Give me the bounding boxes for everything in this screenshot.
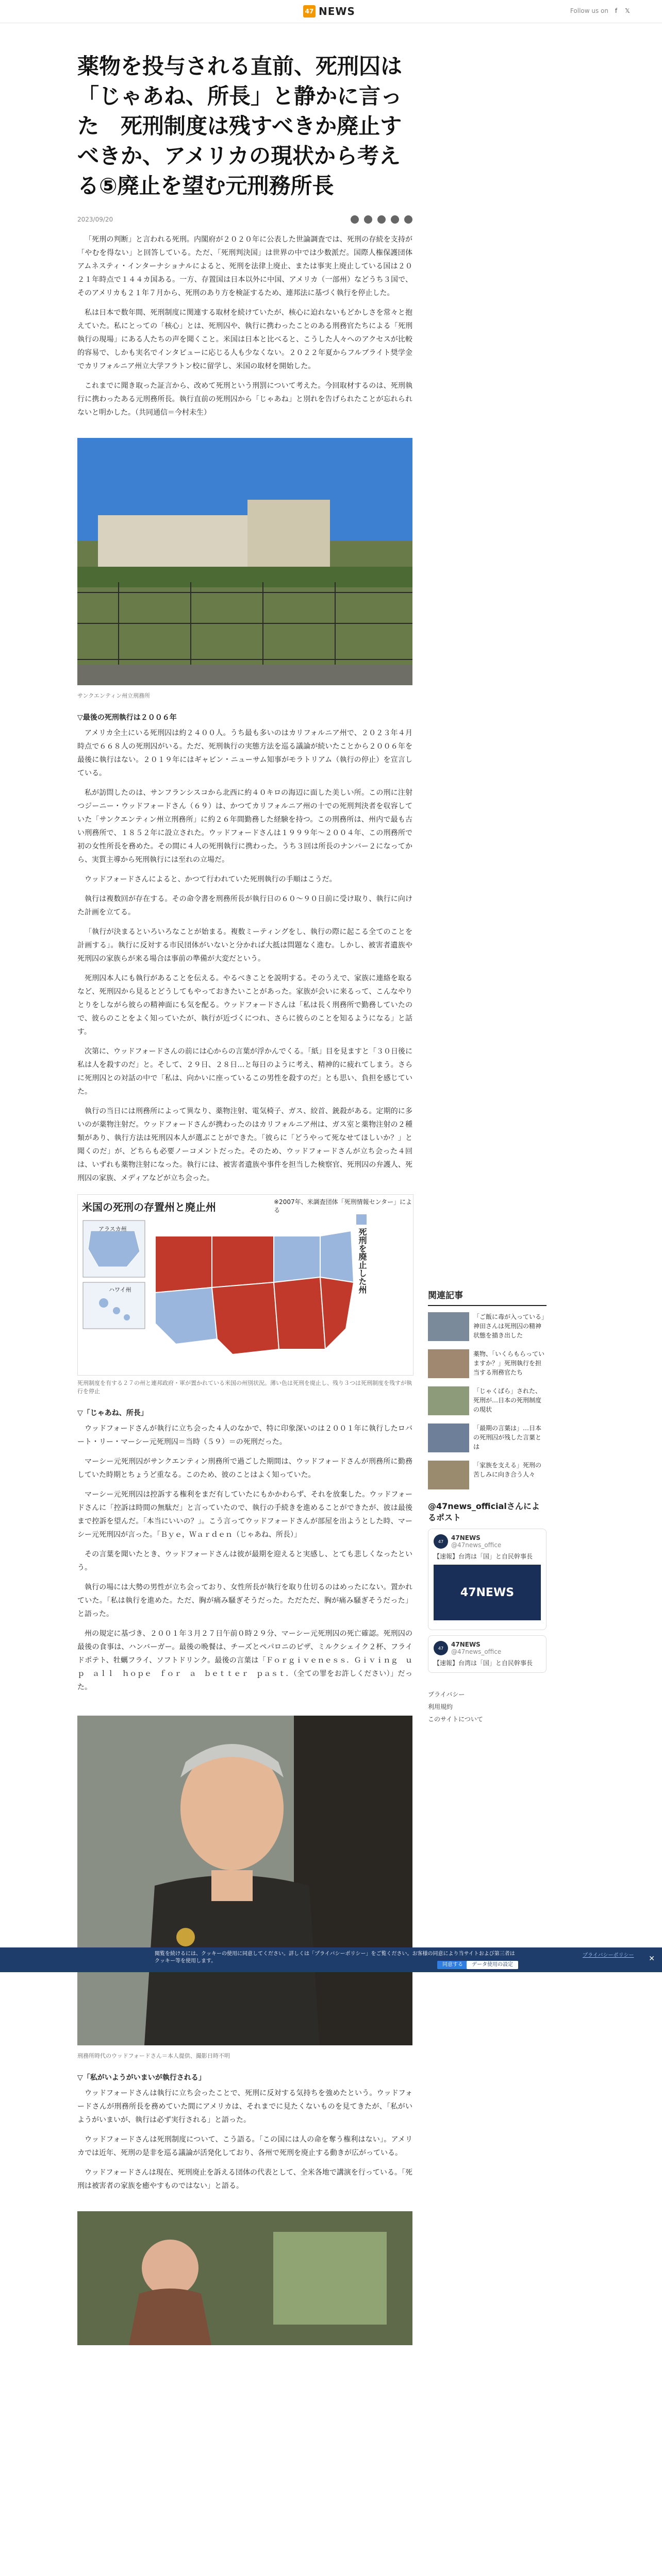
related-item[interactable] bbox=[428, 1349, 547, 1378]
subhead-3: ▽「私がいようがいまいが執行される」 bbox=[77, 2074, 206, 2082]
footer-link[interactable]: プライバシー bbox=[428, 1691, 465, 1698]
related-item[interactable] bbox=[428, 1423, 547, 1452]
link-copy-icon[interactable] bbox=[404, 215, 412, 224]
sidebar bbox=[428, 1288, 547, 1725]
cookie-agree-button[interactable]: 同意する bbox=[437, 1961, 468, 1969]
subhead-2: ▽「じゃあね、所長」 bbox=[77, 1409, 148, 1417]
map-caption: 死刑制度を有する２７の州と連邦政府・軍が置かれている米国の州別状況。薄い色は死刑を廃止し、残り３つは死刑制度を残すが執行を停止 bbox=[77, 1380, 412, 1395]
tweet-image: 47NEWS bbox=[434, 1565, 541, 1620]
related-thumbnail bbox=[428, 1312, 469, 1341]
logo-text: NEWS bbox=[319, 5, 355, 18]
tweet-account: 47NEWS bbox=[451, 1534, 481, 1541]
paragraph: ウッドフォードさんが執行に立ち会った４人のなかで、特に印象深いのは２００１年に執行したロバート・リー・マーシー元死刑囚＝当時（５９）＝の死刑だった。 bbox=[77, 1425, 412, 1446]
subhead-1: ▽最後の死刑執行は２００６年 bbox=[77, 714, 177, 722]
bottom-photo bbox=[77, 2211, 412, 2345]
top-bar bbox=[0, 0, 662, 23]
paragraph: ウッドフォードさんは死刑制度について、こう語る。「この国には人の命を奪う権利はない」。アメリカでは近年、死刑の是非を巡る議論が活発化しており、各州で死刑を廃止する動きが広がっている。 bbox=[77, 2136, 412, 2157]
cookie-banner bbox=[0, 1947, 662, 1972]
tweet-text-1: 【速報】台湾は「国」と自民幹事長 bbox=[434, 1553, 533, 1560]
paragraph: ウッドフォードさんは現在、死刑廃止を訴える団体の代表として、全米各地で講演を行っている。「死刑は被害者の家族を癒やすものではない」と語る。 bbox=[77, 2168, 412, 2190]
paragraph: 次第に、ウッドフォードさんの前には心からの言葉が浮かんでくる。「紙」目を見ますと「３０日後に私は人を殺すのだ」と。そして、２９日、２８日…と毎日のように考え、精神的に疲れてしまう。さらに死刑囚との対話の中で「私は、向かいに座っているこの男性を殺すのだ」とも思い、負担を感じていた。 bbox=[77, 1047, 412, 1096]
article-body-1 bbox=[77, 233, 412, 419]
hawaii-label: ハワイ州 bbox=[109, 1286, 131, 1293]
map-legend bbox=[356, 1214, 408, 1333]
related-thumbnail bbox=[428, 1386, 469, 1415]
twitter-heading: @47news_officialさんによるポスト bbox=[428, 1501, 540, 1522]
related-list bbox=[428, 1312, 547, 1489]
paragraph: マーシー元死刑囚は控訴する権利をまだ有していたにもかかわらず、それを放棄した。ウッドフォードさんに「控訴は時間の無駄だ」と言っていたので、執行の手続きを進めることができたが、彼は最後まで控訴を望んだ。「本当にいいの？」。こう言ってウッドフォードさんが部屋を出ようとした時、マーシー元死刑囚が言った。「Ｂｙｅ，Ｗａｒｄｅｎ（じゃあね、所長）」 bbox=[77, 1490, 412, 1539]
paragraph: これまでに聞き取った証言から、改めて死刑という刑罰について考えた。今回取材するのは、死刑執行に携わったある元刑務所長。執行直前の死刑囚から「じゃあね」と別れを告げられたことが忘れられないと明かした。（共同通信＝今村未生） bbox=[77, 382, 412, 417]
share-bar bbox=[351, 215, 412, 224]
footer-link[interactable]: 利用規約 bbox=[428, 1703, 453, 1710]
article bbox=[77, 52, 412, 2351]
footer-link[interactable]: このサイトについて bbox=[428, 1716, 483, 1723]
tweet-handle: @47news_office bbox=[451, 1541, 502, 1549]
paragraph: ウッドフォードさんは執行に立ち会ったことで、死刑に反対する気持ちを強めたという。ウッドフォードさんが刑務所長を務めていた間にアメリカは、それまでに見たくないものを見てきたが、「私がいようがいまいが、執行は必ず実行される」と語った。 bbox=[77, 2089, 412, 2124]
paragraph: アメリカ全土にいる死刑囚は約２４００人。うち最も多いのはカリフォルニア州で、２０２３年４月時点で６６８人の死刑囚がいる。ただ、死刑執行の実態方法を巡る議論が続いたことから２００６年を最後に執行はない。２０１９年にはギャビン・ニューサム知事がモラトリアム（執行の停止）を宣言している。 bbox=[77, 729, 412, 777]
prison-photo bbox=[77, 438, 412, 685]
related-title: 「じゃくばら」された、死刑が…日本の死刑制度の現状 bbox=[473, 1387, 542, 1413]
x-icon[interactable]: 𝕏 bbox=[625, 7, 630, 14]
logo-badge: 47 bbox=[303, 5, 316, 18]
follow-label: Follow us on bbox=[570, 7, 608, 14]
article-body-3 bbox=[77, 1422, 412, 1694]
facebook-icon[interactable]: f bbox=[615, 7, 618, 14]
avatar: 47 bbox=[434, 1534, 448, 1549]
tweet-account: 47NEWS bbox=[451, 1641, 481, 1648]
related-item[interactable] bbox=[428, 1312, 547, 1341]
legend-label: 死刑を廃止した州 bbox=[357, 1228, 367, 1294]
paragraph: マーシー元死刑囚がサンクエンティン刑務所で過ごした期間は、ウッドフォードさんが刑務所に勤務していた時期とちょうど重なる。このため、彼のことはよく知っていた。 bbox=[77, 1458, 412, 1479]
paragraph: 私は日本で数年間、死刑制度に関連する取材を続けていたが、核心に迫れないもどかしさを常々と抱えていた。私にとっての「核心」とは、死刑囚や、執行に携わったことのある刑務官たちによる「死刑執行の現場」にある人たちの声を聞くこと。米国は日本と比べると、こうした人々へのアクセスが比較的容易で、しかも実名でインタビューに応じる人も少なくない。２０２２年夏からフルブライト奨学金でカリフォルニア州立大学フラトン校に留学し、米国の取材を開始した。 bbox=[77, 309, 412, 370]
tweet-card-1[interactable] bbox=[428, 1529, 547, 1630]
article-title: 薬物を投与される直前、死刑囚は「じゃあね、所長」と静かに言った 死刑制度は残すべきか廃止すべきか、アメリカの現状から考える⑤廃止を望む元刑務所長 bbox=[77, 54, 403, 198]
hatena-share-icon[interactable] bbox=[391, 215, 399, 224]
paragraph: 私が訪問したのは、サンフランシスコから北西に約４０キロの海辺に面した美しい所。この刑に注射つジーニー・ウッドフォードさん（６９）は、かつてカリフォルニア州の十での死刑判決者を収容していた「サンクエンティン州立刑務所」に約２６年間勤務した経験を持つ。この刑務所は、州内で最も古い刑務所で、１８５２年に設立された。ウッドフォードさんは１９９９年～２００４年、この刑務所で初の女性所長を務めた。その間に４人の死刑執行に携わった。うち３回は所長のナンバー２になってから、実質主導から死刑執行には至れの立場だ。 bbox=[77, 789, 412, 864]
close-icon[interactable]: ✕ bbox=[649, 1955, 655, 1963]
privacy-policy-link[interactable]: プライバシーポリシー bbox=[583, 1953, 634, 1958]
related-title: 薬物、「いくらもらっていますか？」死刑執行を担当する刑務官たち bbox=[473, 1350, 545, 1376]
paragraph: 死刑囚本人にも執行があることを伝える。やるべきことを説明する。そのうえで、家族に連絡を取るなど、死刑囚から見るとどうしてもやっておきたいことがあった。家族が会いに来るって、こんなやりとりをしながら彼らの精神面にも気を配る。ウッドフォードさんは「私は長く刑務所で勤務していたので、彼らのことをよく知っていたが、執行が近づくにつれ、さらに彼らのことを知るようになる」と話す。 bbox=[77, 974, 412, 1036]
paragraph: 執行の当日には刑務所によって異なり、薬物注射、電気椅子、ガス、絞首、銃殺がある。定期的に多いのが薬物注射だ。ウッドフォードさんが携わったのはカリフォルニア州は、ガス室と薬物注射の２種類があり、執行方法は死刑囚本人が選ぶことができた。「彼らに「どうやって死なせてほしいか？」と聞くのだ」が、どちらも必要ノーコメントだった。そのため、ウッドフォードさんが立ち会った４回は、いずれも薬物注射になった。執行には、被害者遺族や事件を担当した検察官、死刑囚の弁護人、死刑囚の家族、メディアなどが立ち会った。 bbox=[77, 1107, 412, 1182]
article-body-2 bbox=[77, 726, 412, 1185]
facebook-share-icon[interactable] bbox=[351, 215, 359, 224]
footer-links bbox=[428, 1688, 547, 1725]
photo2-caption: 刑務所時代のウッドフォードさん＝本人提供、撮影日時不明 bbox=[77, 2053, 230, 2059]
alaska-label: アラスカ州 bbox=[98, 1226, 127, 1232]
paragraph: 州の規定に基づき、２００１年３月２７日午前０時２９分、マーシー元死刑囚の死亡確認。死刑囚の最後の食事は、ハンバーガー。最後の晩餐は、チーズとペパロニのピザ、ミルクシェイク２杯、フライドポテト、牡蠣フライ、ソフトドリンク。最後の言葉は「Ｆｏｒｇｉｖｅｎｅｓｓ．Ｇｉｖｉｎｇ ｕｐ ａｌｌ ｈｏｐｅ ｆｏｒ ａ ｂｅｔｔｅｒ ｐａｓｔ．（全ての罪をお許しください）」だった。 bbox=[77, 1630, 412, 1691]
paragraph: 執行は複数回が存在する。その命令書を刑務所長が執行日の６０～９０日前に受け取り、執行に向けた計画を立てる。 bbox=[77, 895, 412, 917]
paragraph: ウッドフォードさんによると、かつて行われていた死刑執行の手順はこうだ。 bbox=[85, 875, 337, 884]
tweet-handle: @47news_office bbox=[451, 1648, 502, 1655]
map-title: 米国の死刑の存置州と廃止州 bbox=[82, 1201, 216, 1213]
tweet-text-2: 【速報】台湾は「国」と自民幹事長 bbox=[434, 1659, 533, 1667]
related-item[interactable] bbox=[428, 1386, 547, 1415]
woodford-photo bbox=[77, 1716, 412, 2045]
site-logo[interactable] bbox=[303, 5, 355, 18]
related-heading: 関連記事 bbox=[428, 1288, 547, 1306]
paragraph: 「執行が決まるといろいろなことが始まる。複数ミーティングをし、執行の際に起こる全てのことを計画する」。執行に反対する市民団体がいないと分かれば大抵は問題なく進む。しかし、被害者遺族や死刑囚の家族らが来る場合は事前の準備が大変だという。 bbox=[77, 928, 412, 963]
avatar: 47 bbox=[434, 1641, 448, 1655]
article-date: 2023/09/20 bbox=[77, 216, 113, 223]
x-share-icon[interactable] bbox=[364, 215, 372, 224]
line-share-icon[interactable] bbox=[377, 215, 386, 224]
map-source: ※2007年、米調査団体「死刑情報センター」による bbox=[274, 1198, 412, 1214]
related-thumbnail bbox=[428, 1349, 469, 1378]
related-title: 「家族を支える」死刑の苦しみに向き合う人々 bbox=[473, 1462, 542, 1478]
follow-us bbox=[570, 7, 631, 14]
related-item[interactable] bbox=[428, 1461, 547, 1489]
tweet-card-2[interactable] bbox=[428, 1635, 547, 1673]
article-meta bbox=[77, 215, 412, 224]
photo1-caption: サンクエンティン州立刑務所 bbox=[77, 692, 151, 699]
paragraph: 執行の場には大勢の男性が立ち会っており、女性所長が執行を取り仕切るのはめったにない。置かれていた。「私は執行を進めた。ただ、胸が痛み騒ぎそうだった。ただただ、胸が痛み騒ぎそうだった」と語った。 bbox=[77, 1583, 412, 1618]
related-title: 「最期の言葉は」…日本の死刑囚が残した言葉とは bbox=[473, 1425, 542, 1450]
related-thumbnail bbox=[428, 1423, 469, 1452]
cookie-settings-button[interactable]: データ使用の設定 bbox=[467, 1961, 518, 1969]
related-thumbnail bbox=[428, 1461, 469, 1489]
article-body-4 bbox=[77, 2087, 412, 2193]
paragraph: その言葉を聞いたとき、ウッドフォードさんは彼が最期を迎えると実感し、とても悲しくなったという。 bbox=[77, 1550, 412, 1572]
us-death-penalty-map bbox=[77, 1194, 413, 1376]
cookie-text: 閲覧を続けるには、クッキーの使用に同意してください。詳しくは「プライバシーポリシー」をご覧ください。お客様の同意により当サイトおよび第三者はクッキー等を使用します。 bbox=[155, 1951, 515, 1964]
paragraph: 「死刑の判断」と言われる死刑。内閣府が２０２０年に公表した世論調査では、死刑の存続を支持が「やむを得ない」と回答している。ただ、「死刑判決国」は世界の中では少数派だ。国際人権保護団体アムネスティ・インターナショナルによると、死刑を法律上廃止、または事実上廃止している国は２０２１年時点で１４４カ国ある。一方、存置国は日本以外に中国、アメリカ（一部州）などうち３国で、そのアメリカも２１年７月から、死刑のあり方を検証するため、連邦法に基づく執行を停止した。 bbox=[77, 235, 412, 297]
legend-swatch bbox=[356, 1214, 367, 1225]
related-title: 「ご飯に毒が入っている」神田さんは死刑囚の精神状態を描き出した bbox=[473, 1313, 545, 1339]
